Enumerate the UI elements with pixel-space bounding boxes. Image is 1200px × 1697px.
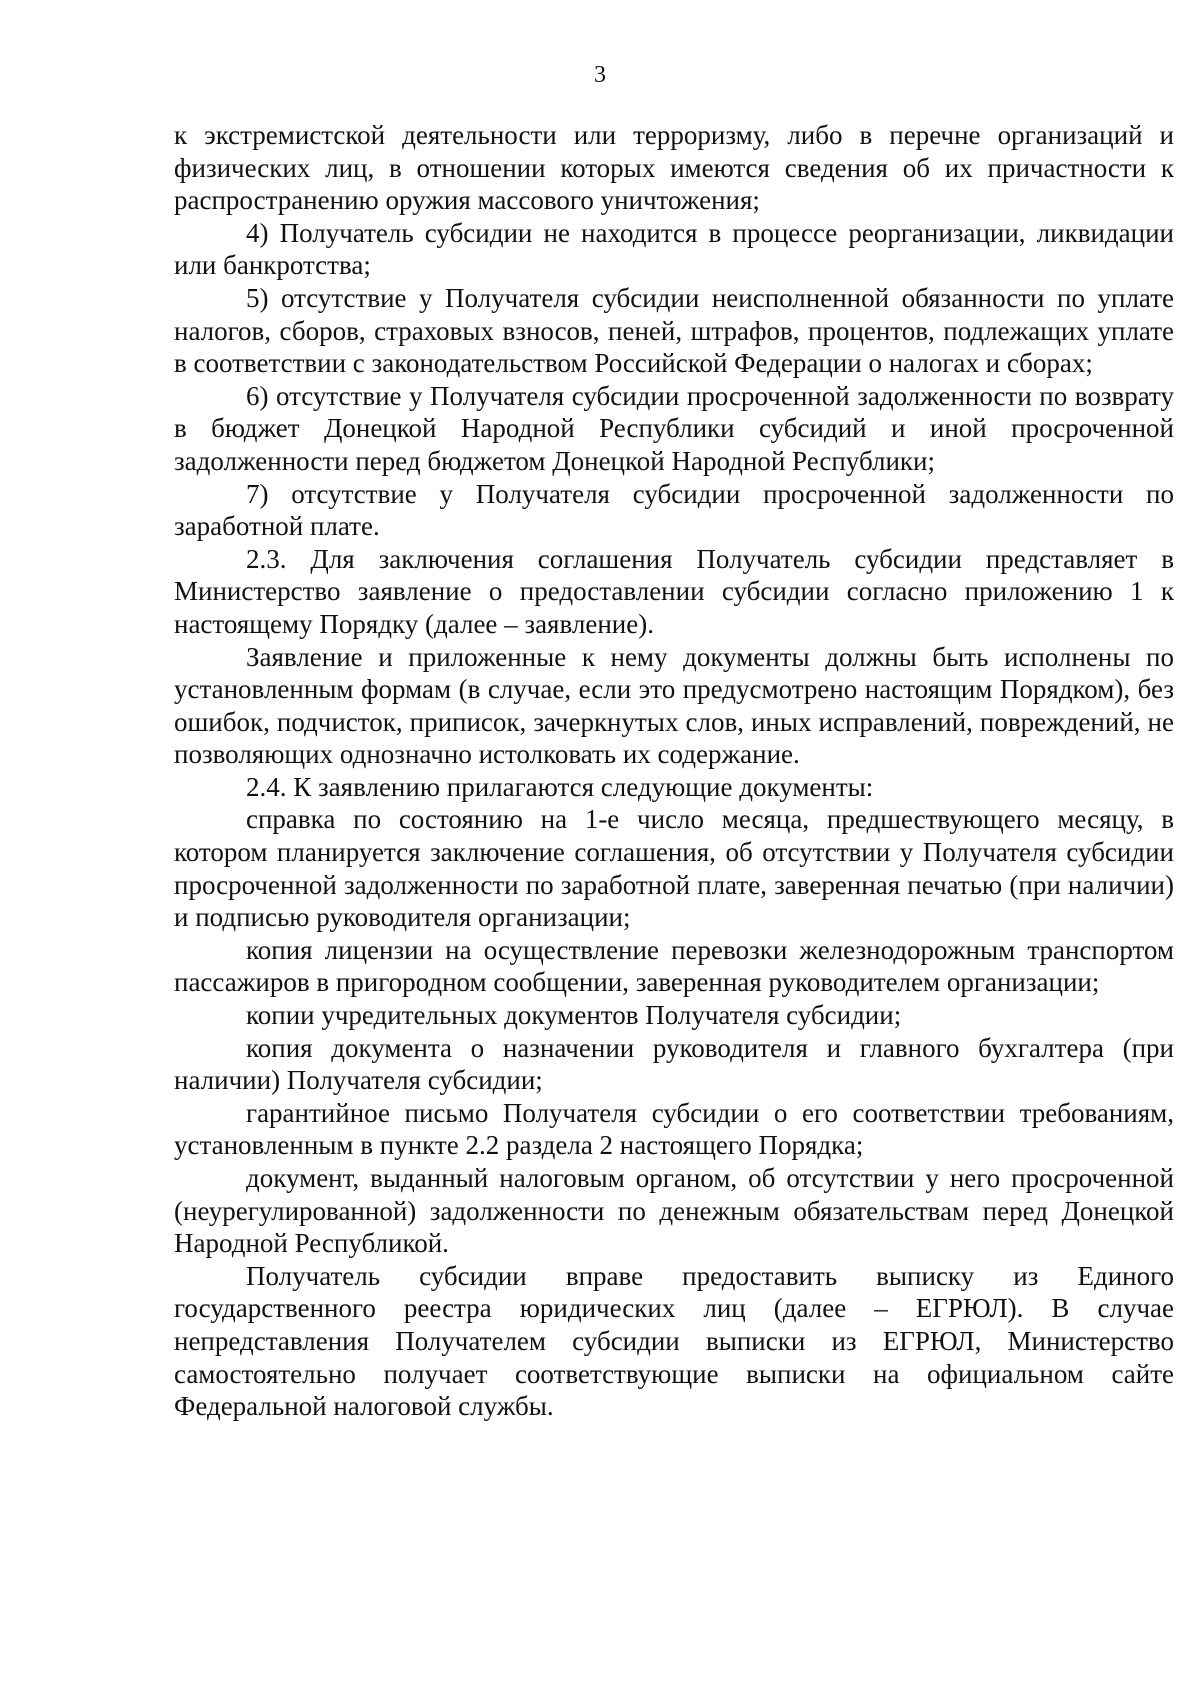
paragraph-application-requirements: Заявление и приложенные к нему документы должны быть исполнены по установленным формам (в случае, если это предусмотрено настоящим Порядком), без ошибок, подчисток, приписок, зачеркнутых слов, иных исправлений, повреждений, не позволяющих однозначно истолковать их содержание. (174, 641, 1174, 770)
paragraph-item-6: 6) отсутствие у Получателя субсидии просроченной задолженности по возврату в бюджет Донецкой Народной Республики субсидий и иной просроченной задолженности перед бюджетом Донецкой Народной Республики; (174, 380, 1174, 476)
paragraph-item-7: 7) отсутствие у Получателя субсидии просроченной задолженности по заработной плате. (174, 478, 1174, 542)
paragraph-section-2-3: 2.3. Для заключения соглашения Получатель субсидии представляет в Министерство заявление о предоставлении субсидии согласно приложению 1 к настоящему Порядку (далее – заявление). (174, 543, 1174, 639)
paragraph-item-5: 5) отсутствие у Получателя субсидии неисполненной обязанности по уплате налогов, сборов, страховых взносов, пеней, штрафов, процентов, подлежащих уплате в соответствии с законодательством Российской Федерации о налогах и сборах; (174, 282, 1174, 379)
paragraph-egrul-extract: Получатель субсидии вправе предоставить выписку из Единого государственного реестра юридических лиц (далее – ЕГРЮЛ). В случае непредставления Получателем субсидии выписки из ЕГРЮЛ, Министерство самостоятельно получает соответствующие выписки на официальном сайте Федеральной налоговой службы. (174, 1260, 1174, 1422)
paragraph-doc-tax-certificate: документ, выданный налоговым органом, об отсутствии у него просроченной (неурегулированной) задолженности по денежным обязательствам перед Донецкой Народной Республикой. (174, 1163, 1174, 1259)
document-body (174, 119, 1174, 1423)
paragraph-extremism-list: к экстремистской деятельности или терроризму, либо в перечне организаций и физических лиц, в отношении которых имеются сведения об их причастности к распространению оружия массового уничтожения; (174, 120, 1174, 216)
page-number: 3 (594, 62, 606, 88)
paragraph-item-4: 4) Получатель субсидии не находится в процессе реорганизации, ликвидации или банкротства; (174, 217, 1174, 281)
paragraph-doc-guarantee-letter: гарантийное письмо Получателя субсидии о его соответствии требованиям, установленным в пункте 2.2 раздела 2 настоящего Порядка; (174, 1097, 1174, 1161)
paragraph-doc-appointment: копия документа о назначении руководителя и главного бухгалтера (при наличии) Получателя субсидии; (174, 1032, 1174, 1096)
paragraph-doc-license: копия лицензии на осуществление перевозки железнодорожным транспортом пассажиров в пригородном сообщении, заверенная руководителем организации; (174, 934, 1174, 998)
paragraph-doc-founding: копии учредительных документов Получателя субсидии; (246, 1000, 902, 1031)
paragraph-section-2-4: 2.4. К заявлению прилагаются следующие документы: (246, 771, 874, 802)
paragraph-doc-certificate: справка по состоянию на 1-е число месяца, предшествующего месяцу, в котором планируется заключение соглашения, об отсутствии у Получателя субсидии просроченной задолженности по заработной плате, заверенная печатью (при наличии) и подписью руководителя организации; (174, 804, 1174, 933)
